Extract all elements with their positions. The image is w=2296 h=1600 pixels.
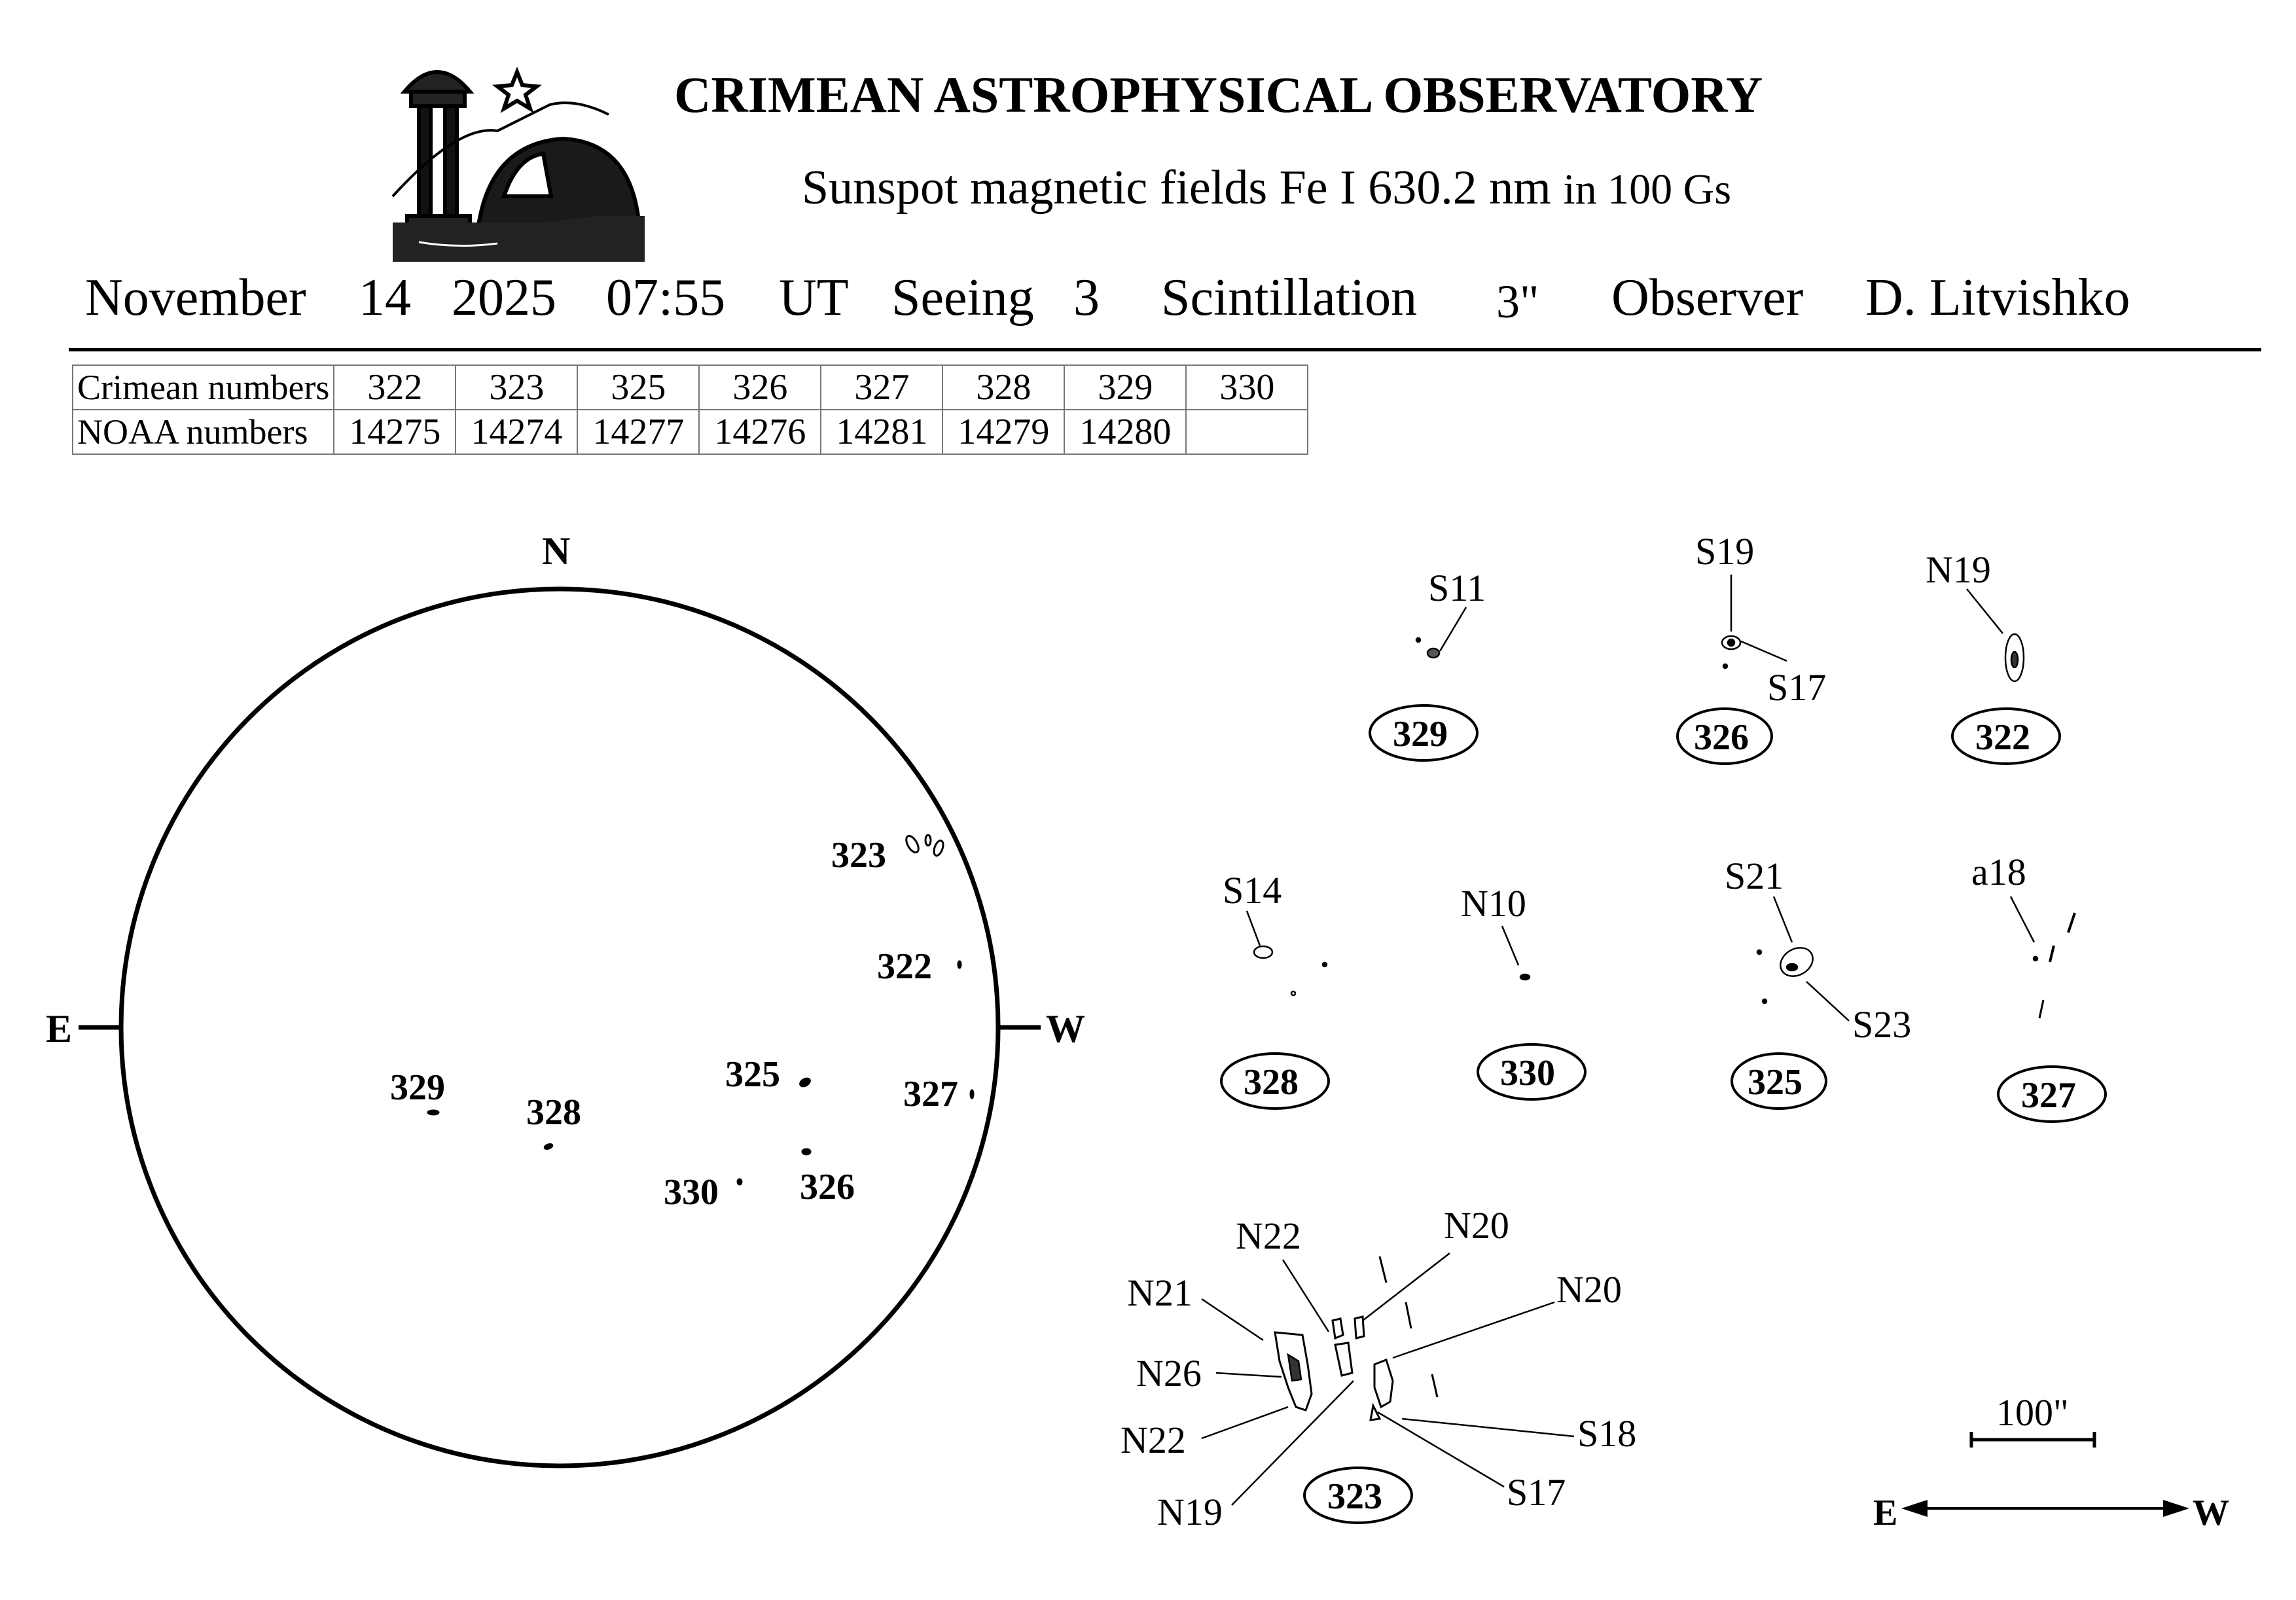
region-325-number: 325 [1748,1062,1803,1103]
leader-line [1363,1253,1450,1321]
spot-325 [1775,942,1818,982]
leader-line [1741,641,1787,661]
obs-day: 14 [359,269,411,327]
noaa-label: NOAA numbers [73,410,334,454]
label-323-n22-b: N22 [1121,1419,1186,1461]
crimean-label: Crimean numbers [73,365,334,410]
spot-325-small [1763,999,1767,1003]
leader-line [1806,982,1849,1021]
crimean-cell: 330 [1186,365,1308,410]
spot-323-mid [1333,1319,1343,1338]
arrow-head-east [1901,1500,1928,1517]
obs-time-unit: UT [779,269,849,327]
disk-north-label: N [542,529,571,573]
disk-region-330: 330 [664,1172,719,1213]
crimean-cell: 326 [699,365,821,410]
label-323-s17: S17 [1507,1471,1566,1514]
region-322-number: 322 [1975,717,2030,758]
disk-region-329: 329 [390,1067,445,1108]
disk-east-label: E [46,1007,73,1050]
spot-322-core [2011,652,2018,667]
spot-323-mid [1355,1317,1364,1338]
leader-line [1247,911,1260,946]
leader-line [1216,1373,1282,1377]
arrow-west-label: W [2193,1493,2229,1533]
scale-label: 100" [1996,1391,2069,1434]
scintillation-value: 3" [1496,276,1539,328]
disk-region-328: 328 [526,1092,581,1133]
observer-label: Observer [1611,269,1804,327]
disk-region-323: 323 [831,835,886,876]
disk-region-326: 326 [800,1167,855,1207]
seeing-label: Seeing [891,269,1034,327]
label-327-a18: a18 [1971,851,2026,893]
spot-326-small [1723,664,1727,668]
crimean-cell: 323 [456,365,577,410]
spot-325-core [1787,964,1797,970]
label-323-n19: N19 [1157,1491,1223,1533]
spot-327 [2039,1000,2043,1018]
region-328-number: 328 [1244,1062,1299,1103]
obs-month: November [85,269,306,327]
label-322-n19: N19 [1926,548,1991,591]
crimean-cell: 328 [942,365,1064,410]
label-323-n26: N26 [1136,1352,1202,1395]
noaa-cell: 14277 [577,410,699,454]
spot-323-mid [1335,1343,1352,1376]
disk-region-325: 325 [725,1054,780,1095]
spot-325-small [1757,950,1761,954]
spot-327 [2050,946,2054,962]
noaa-cell: 14281 [821,410,942,454]
noaa-cell: 14276 [699,410,821,454]
noaa-cell: 14275 [334,410,456,454]
label-323-n21: N21 [1127,1271,1193,1314]
observatory-title: CRIMEAN ASTROPHYSICAL OBSERVATORY [674,66,1763,123]
seeing-value: 3 [1073,269,1100,327]
crimean-cell: 327 [821,365,942,410]
observer-name: D. Litvishko [1865,269,2130,327]
leader-line [1402,1419,1574,1436]
crimean-cell: 329 [1064,365,1186,410]
label-328-s14: S14 [1223,869,1282,912]
crimean-cell: 325 [577,365,699,410]
leader-line [1202,1407,1288,1438]
leader-line [1393,1302,1554,1358]
obs-year: 2025 [452,269,556,327]
spot-329-small [1416,638,1420,642]
label-323-s18: S18 [1577,1412,1637,1455]
spot-323-core [1288,1355,1301,1381]
leader-line [1440,607,1466,651]
noaa-cell: 14279 [942,410,1064,454]
spot-327 [2068,913,2075,933]
region-329-number: 329 [1393,714,1448,755]
spot-323-follower [1374,1360,1393,1407]
spot-329 [1427,649,1439,658]
disk-west-label: W [1046,1007,1085,1050]
noaa-cell: 14274 [456,410,577,454]
spot-330 [1520,974,1530,980]
arrow-head-west [2163,1500,2189,1517]
leader-line [2011,897,2034,942]
spot-327-small [2034,957,2037,961]
label-323-n20: N20 [1444,1204,1509,1247]
spot-326-core [1728,639,1734,646]
disk-region-327: 327 [903,1074,958,1114]
polarity-line [1380,1256,1386,1283]
spot-328-small [1323,963,1327,967]
label-325-s23: S23 [1852,1003,1912,1046]
leader-line [1283,1260,1329,1332]
leader-line [1202,1299,1263,1340]
crimean-cell: 322 [334,365,456,410]
region-330-number: 330 [1500,1053,1555,1093]
spot-328 [1254,946,1272,958]
region-323-number: 323 [1327,1476,1382,1517]
leader-line [1774,897,1792,942]
label-326-s19: S19 [1695,530,1755,573]
label-325-s21: S21 [1725,855,1784,897]
region-326-number: 326 [1694,717,1749,758]
scintillation-label: Scintillation [1161,269,1418,327]
label-323-n22: N22 [1236,1215,1301,1257]
subtitle-units: in 100 Gs [1563,166,1732,213]
leader-line [1967,589,2003,633]
label-330-n10: N10 [1461,882,1526,925]
obs-time: 07:55 [606,269,726,327]
disk-region-322: 322 [877,946,932,987]
noaa-cell: 14280 [1064,410,1186,454]
polarity-line [1406,1302,1411,1328]
subtitle-main: Sunspot magnetic fields Fe I 630.2 nm [802,161,1564,215]
arrow-east-label: E [1873,1493,1898,1533]
label-323-n20-b: N20 [1556,1268,1622,1311]
polarity-line [1432,1374,1437,1397]
spot-328-small [1291,991,1295,995]
leader-line [1502,926,1518,965]
region-327-number: 327 [2021,1075,2076,1116]
label-329-s11: S11 [1428,567,1486,609]
label-326-s17: S17 [1767,666,1827,709]
